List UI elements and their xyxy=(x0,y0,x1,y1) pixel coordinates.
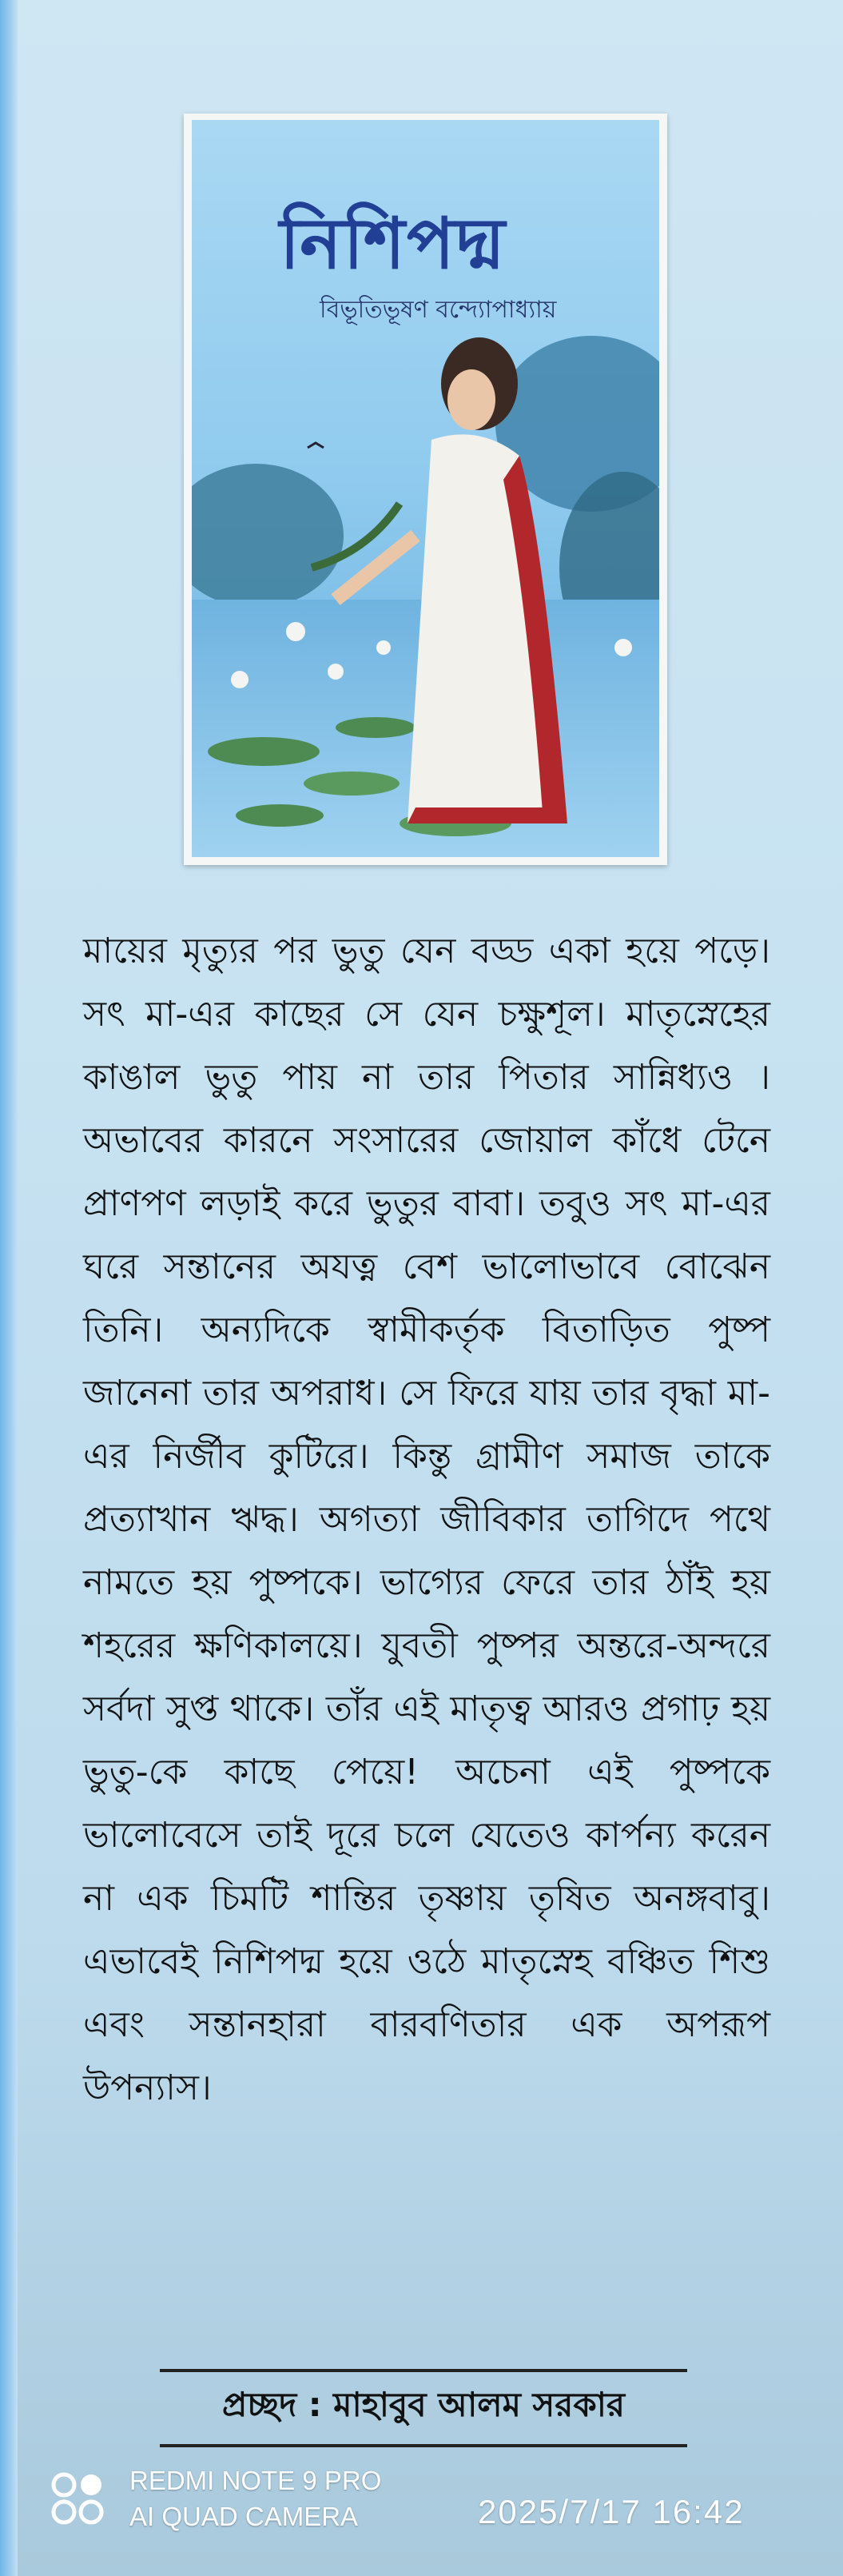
credit-rule-bottom xyxy=(160,2444,687,2447)
blurb-text: মায়ের মৃত্যুর পর ভুতু যেন বড্ড একা হয়ে পড়ে। সৎ মা-এর কাছের সে যেন চক্ষুশূল। মাতৃস্নেহের কাঙাল ভুতু পায় না তার পিতার সান্নিধ্যও । অভাবের কারনে সংসারের জোয়াল কাঁধে টেনে প্রাণপণ লড়াই করে ভুতুর বাবা। তবুও সৎ মা-এর ঘরে সন্তানের অযত্ন বেশ ভালোভাবে বোঝেন তিনি। অন্যদিকে স্বামীকর্তৃক বিতাড়িত পুষ্প জানেনা তার অপরাধ। সে ফিরে যায় তার বৃদ্ধা মা-এর নির্জীব কুটিরে। কিন্তু গ্রামীণ সমাজ তাকে প্রত্যাখান ঋদ্ধ। অগত্যা জীবিকার তাগিদে পথে নামতে হয় পুষ্পকে। ভাগ্যের ফেরে তার ঠাঁই হয় শহরের ক্ষণিকালয়ে। যুবতী পুষ্পর অন্তরে-অন্দরে সর্বদা সুপ্ত থাকে। তাঁর এই মাতৃত্ব আরও প্রগাঢ় হয় ভুতু-কে কাছে পেয়ে! অচেনা এই পুষ্পকে ভালোবেসে তাই দূরে চলে যেতেও কার্পন্য করেন না এক চিমটি শান্তির তৃষ্ণায় তৃষিত অনঙ্গবাবু। এভাবেই নিশিপদ্ম হয়ে ওঠে মাতৃস্নেহ বঞ্চিত শিশু এবং সন্তানহারা বারবণিতার এক অপরূপ উপন্যাস। xyxy=(83,931,770,2108)
watermark-model: REDMI NOTE 9 PRO xyxy=(129,2466,382,2495)
credit-rule-top xyxy=(160,2369,687,2372)
cover-credit: প্রচ্ছদ : মাহাবুব আলম সরকার xyxy=(221,2385,626,2424)
cover-author: বিভূতিভূষণ বন্দ্যোপাধ্যায় xyxy=(320,296,557,324)
camera-logo-icon xyxy=(50,2470,113,2526)
cover-title: নিশিপদ্ম xyxy=(280,201,507,285)
book-spine-edge xyxy=(0,0,18,2576)
watermark-camera: AI QUAD CAMERA xyxy=(129,2502,359,2531)
timestamp: 2025/7/17 16:42 xyxy=(478,2493,745,2530)
